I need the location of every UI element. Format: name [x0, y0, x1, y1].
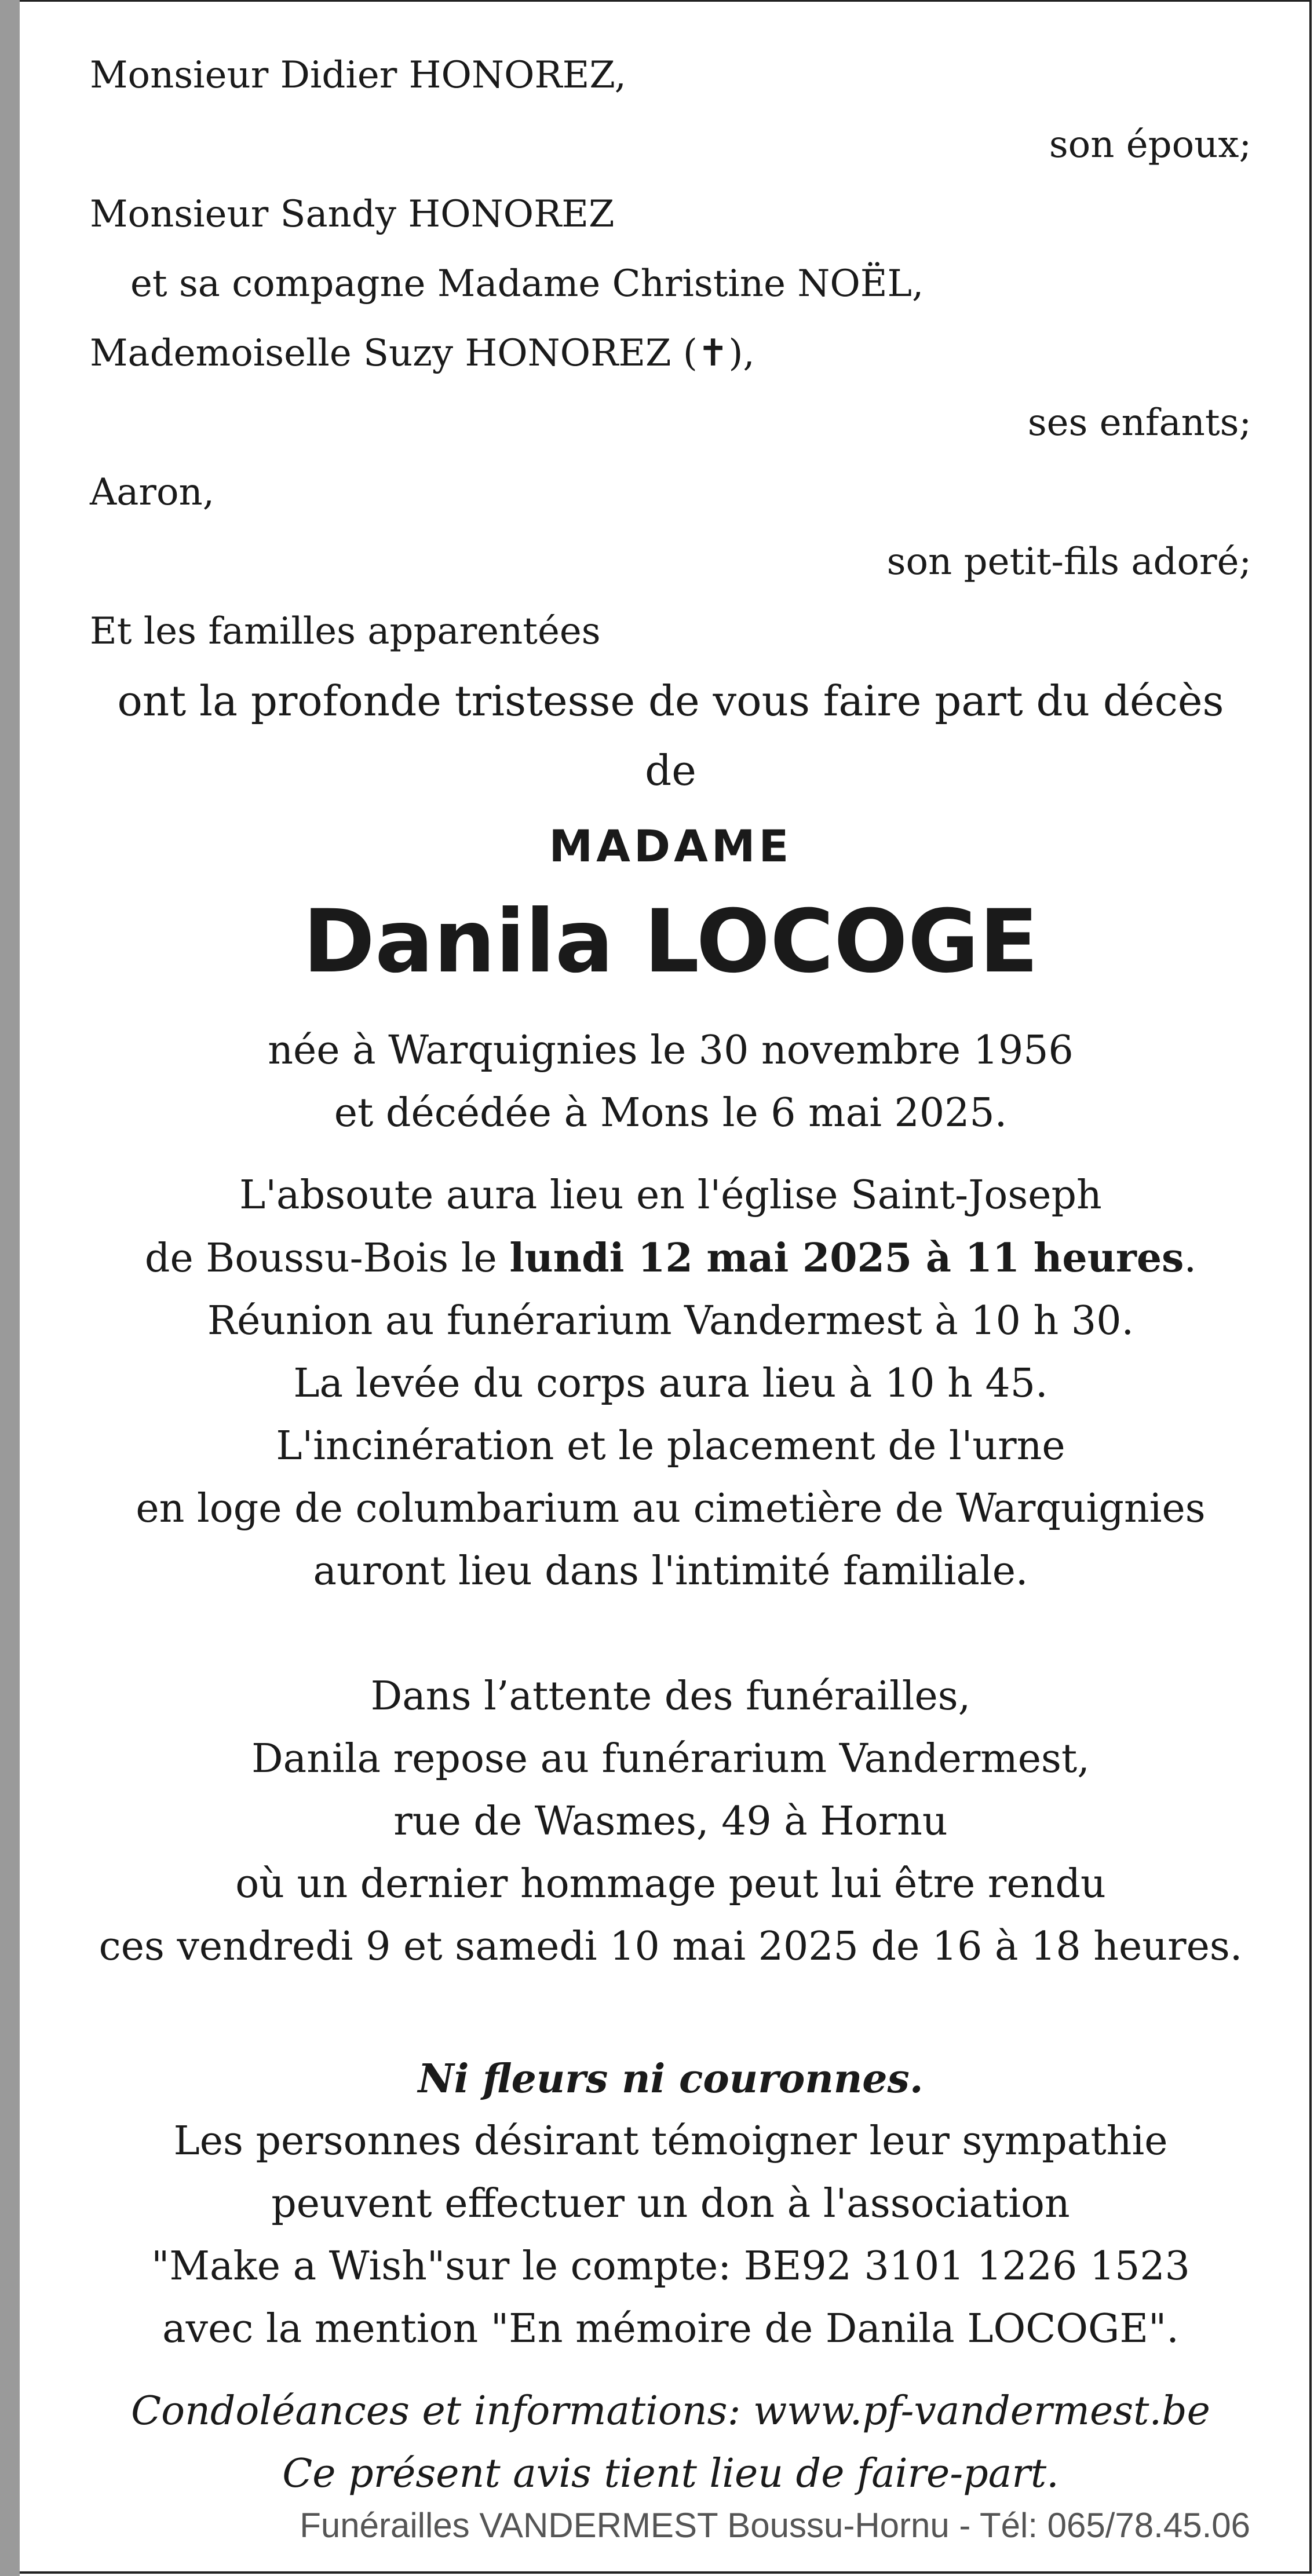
condolences-line: Condoléances et informations: www.pf-vandermest.be: [131, 2388, 1210, 2434]
ceremony-line-6: en loge de columbarium au cimetière de Warquignies: [136, 1486, 1206, 1532]
family-line-partner: et sa compagne Madame Christine NOËL,: [130, 262, 924, 305]
honorific-title: MADAME: [549, 820, 793, 872]
visitation-line-4: où un dernier hommage peut lui être rendu: [235, 1861, 1106, 1907]
donation-line-4: avec la mention "En mémoire de Danila LOCOGE".: [162, 2306, 1179, 2352]
ceremony-line-7: auront lieu dans l'intimité familiale.: [313, 1548, 1028, 1594]
announcement-text: ont la profonde tristesse de vous faire part du décès de: [117, 677, 1224, 795]
visitation-line-3: rue de Wasmes, 49 à Hornu: [393, 1799, 948, 1844]
left-margin-bar: [0, 0, 20, 2576]
notice-replaces-line: Ce présent avis tient lieu de faire-part.: [282, 2451, 1059, 2497]
deceased-name: Danila LOCOGE: [302, 891, 1039, 992]
ceremony-period: .: [1184, 1236, 1197, 1281]
family-line-daughter: Mademoiselle Suzy HONOREZ (✝),: [90, 332, 755, 375]
ceremony-place: de Boussu-Bois le: [144, 1236, 510, 1281]
ceremony-line-4: La levée du corps aura lieu à 10 h 45.: [293, 1361, 1048, 1406]
family-line-son: Monsieur Sandy HONOREZ: [90, 193, 615, 236]
flowers-heading: Ni fleurs ni couronnes.: [418, 2056, 924, 2102]
birth-line: née à Warquignies le 30 novembre 1956: [268, 1028, 1074, 1073]
death-line: et décédée à Mons le 6 mai 2025.: [334, 1090, 1008, 1136]
family-line-grandson: Aaron,: [90, 471, 215, 514]
death-notice: [90, 41, 1251, 2505]
relation-children: ses enfants;: [1027, 401, 1251, 444]
relation-spouse: son époux;: [1049, 123, 1251, 166]
ceremony-line-5: L'incinération et le placement de l'urne: [276, 1423, 1065, 1469]
donation-line-1: Les personnes désirant témoigner leur sympathie: [173, 2118, 1168, 2164]
visitation-line-2: Danila repose au funérarium Vandermest,: [251, 1736, 1090, 1782]
donation-line-2: peuvent effectuer un don à l'association: [271, 2181, 1070, 2227]
family-line-relatives: Et les familles apparentées: [90, 610, 601, 653]
relation-grandson: son petit-fils adoré;: [886, 540, 1251, 583]
funeral-home-footer: Funérailles VANDERMEST Boussu-Hornu - Tél: 065/78.45.06: [300, 2506, 1250, 2545]
visitation-line-5: ces vendredi 9 et samedi 10 mai 2025 de 16 à 18 heures.: [98, 1924, 1243, 1970]
donation-line-3: "Make a Wish"sur le compte: BE92 3101 1226 1523: [151, 2244, 1190, 2289]
ceremony-line-2: [90, 1227, 1251, 1290]
visitation-line-1: Dans l’attente des funérailles,: [370, 1674, 971, 1719]
ceremony-date: lundi 12 mai 2025 à 11 heures: [509, 1235, 1184, 1281]
ceremony-line-3: Réunion au funérarium Vandermest à 10 h 30.: [207, 1298, 1134, 1344]
ceremony-line-1: L'absoute aura lieu en l'église Saint-Joseph: [239, 1172, 1102, 1218]
family-line-husband: Monsieur Didier HONOREZ,: [90, 54, 626, 97]
